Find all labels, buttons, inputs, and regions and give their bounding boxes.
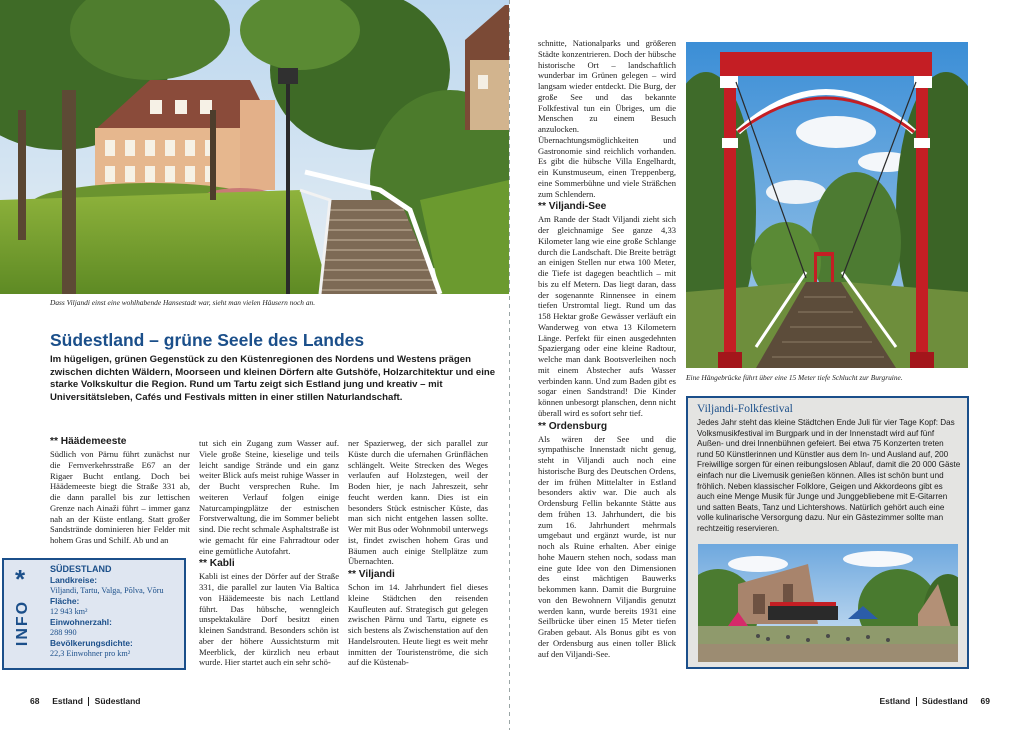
left-footer bbox=[30, 696, 140, 706]
page-number-left: 68 bbox=[30, 696, 40, 706]
info-region: SÜDESTLAND bbox=[50, 564, 112, 574]
heading-viljandi: ** Viljandi bbox=[348, 569, 395, 580]
info-star-icon: * bbox=[15, 564, 26, 594]
heading-ordensburg: ** Ordensburg bbox=[538, 420, 608, 432]
castle-ruin-festival-photo bbox=[698, 544, 958, 662]
text-kabli: Kabli ist eines der Dörfer auf der Straße 331, die parallel zur lauten Via Baltica von Häädemeeste bis nach Lettland führt. Das hübsche, wenngleich unspektakuläre Dorf besitzt einen kleinen Sandstrand. Besonders schön ist aber der höhere Aussichtsturm mit Meerblick, der kürzlich neu erbaut wurde. Hier startet auch ein sehr schö- bbox=[199, 571, 339, 668]
text-viljandi-cont: schnitte, Nationalparks und größeren Städte konzentrieren. Doch der hübsche historische Ort – landschaftlich wunderbar im Grünen gelegen – wird langsam wieder entdeckt. Die Burg, der große See und das bekannte Folkfestival tun ein Übriges, um die Menschen zu einem Besuch anzulocken. Übernachtungsmöglichkeiten und Gastronomie sind reichlich vorhanden. Es gibt die hübsche Villa Engelhardt, ein Kunstmuseum, einen Treppenberg, eine Sommerbühne und viele Sträßchen zum Schlendern. bbox=[538, 38, 676, 199]
text-haademeeste: Südlich von Pärnu führt zunächst nur die Fernverkehrsstraße E67 an der Rigaer Bucht entlang. Doch bei Häädemeeste biegt die Straße 331 ab, die dann parallel bis zur lettischen Grenze nach Ainaži führt – immer ganz nah an der Küste entlang. Statt großer Sandstrände dominieren hier Felder mit hohem Gras und Schilf. Ab und an bbox=[50, 449, 190, 545]
info-field-label: Landkreise: bbox=[50, 575, 98, 585]
column-3 bbox=[348, 438, 488, 668]
house-photo-caption: Dass Viljandi einst eine wohlhabende Hansestadt war, sieht man vielen Häusern noch an. bbox=[50, 298, 316, 307]
folkfestival-title: Viljandi-Folkfestival bbox=[697, 403, 793, 415]
footer-region-left: Südestland bbox=[94, 696, 141, 706]
info-field-label: Fläche: bbox=[50, 596, 80, 606]
column-4 bbox=[538, 38, 676, 659]
folkfestival-box bbox=[686, 396, 969, 669]
footer-country-right: Estland bbox=[879, 696, 911, 706]
info-box bbox=[2, 558, 186, 670]
heading-kabli: ** Kabli bbox=[199, 558, 235, 570]
info-field-value: Viljandi, Tartu, Valga, Põlva, Võru bbox=[50, 585, 164, 595]
info-field-label: Einwohnerzahl: bbox=[50, 617, 112, 627]
page-fold bbox=[509, 0, 510, 730]
text-haademeeste-cont: tut sich ein Zugang zum Wasser auf. Viele große Steine, kieselige und teils leicht sandige Strände und ein ganz weiter Blick aufs meist ruhige Wasser in der Bucht versprechen Ruhe. Im weiteren Verlauf folgen einige Naturcampingplätze der estnischen Forstverwaltung, die im Sommer beliebt sind. Die recht schmale Asphaltstraße ist wie gemacht für eine Fahrradtour oder eine gemütliche Autofahrt. bbox=[199, 438, 339, 556]
right-footer bbox=[880, 696, 990, 706]
column-2 bbox=[199, 438, 339, 668]
text-viljandi-see: Am Rande der Stadt Viljandi zieht sich der gleichnamige See ganze 4,33 Kilometer lang wie eine große Schlange durch die Landschaft. Die Breite beträgt an einigen Stellen nur etwa 100 Meter, die Tiefe ist dagegen beachtlich – mit bis zu elf Metern. Das liegt daran, dass der sogenannte Rinnensee in einem tiefen Urstromtal liegt. Rund um das 158 Hektar große Gewässer verläuft ein Wanderweg von etwa 13 Kilometern Länge. Perfekt für einen ausgedehnten Spaziergang oder eine kleine Radtour, welche man dank Bootsverleihen noch mit einem Abstecher aufs Wasser verbinden kann. Und zum Baden gibt es sogar einen Sandstrand! Die Kinder können unbesorgt planschen, denn nicht überall wird es sofort sehr tief. bbox=[538, 214, 676, 418]
info-field-value: 22,3 Einwohner pro km² bbox=[50, 648, 131, 658]
info-tab bbox=[4, 560, 44, 668]
heading-haademeeste: ** Häädemeeste bbox=[50, 436, 127, 447]
bridge-photo-caption: Eine Hängebrücke führt über eine 15 Meter tiefe Schlucht zur Burgruine. bbox=[686, 373, 903, 382]
info-label: INFO bbox=[14, 599, 31, 647]
column-1 bbox=[50, 434, 190, 546]
text-ordensburg: Als wären der See und die sympathische Innenstadt nicht genug, steht in Viljandi auch noch eine historische Burg des Deutschen Ordens, der im frühen Mittelalter in Estland besonders aktiv war. Die auch als Ordensburg Fellin bekannte Stätte aus dem frühen 13. Jahrhundert, die bis zum 16. Jahrhundert mehrmals umgebaut und ergänzt wurde, ist nur noch als Ruine erhalten. Aber einige hohe Mauern stehen noch, sodass man eine gute Idee von den Dimensionen des einst mächtigen Bauwerks bekommen kann. Damit die Burgruine von den Bewohnern Viljandis genutzt werden kann, wurde bereits 1931 eine Seilbrücke über einen 15 Meter tiefen Graben gebaut. Als Bonus gibt es von der Ordensburg aus einen toller Blick auf den Viljandi-See. bbox=[538, 433, 676, 659]
footer-region-right: Südestland bbox=[921, 696, 968, 706]
info-field-label: Bevölkerungsdichte: bbox=[50, 638, 133, 648]
text-viljandi: Schon im 14. Jahrhundert fiel dieses kleine Städtchen den reisenden Kaufleuten auf. Strategisch gut gelegen zwischen Pärnu und Tartu, eignete es sich bestens als Zwischenstation auf den Handelsrouten. Heute liegt es weit mehr inmitten der Touristenströme, die sich auf die Küstenab- bbox=[348, 582, 488, 668]
info-field-value: 288 990 bbox=[50, 627, 77, 637]
suspension-bridge-photo bbox=[686, 42, 968, 368]
footer-country-left: Estland bbox=[52, 696, 83, 706]
info-content bbox=[50, 564, 184, 659]
section-title: Südestland – grüne Seele des Landes bbox=[50, 330, 365, 350]
info-field-value: 12 943 km² bbox=[50, 606, 88, 616]
text-kabli-cont: ner Spazierweg, der sich parallel zur Küste durch die ufernahen Grünflächen schlängelt. Weite Strecken des Weges verlaufen auf Holzstegen, weil der Boden hier, je nach Jahreszeit, sehr feucht werden kann. Dies ist ein besonders Stück estnischer Küste, das man sich nicht entgehen lassen sollte. Wer mit Bus oder Wohnmobil unterwegs ist, findet zwischen hohem Gras und Bäumen auch einige Stellplätze zum Übernachten. bbox=[348, 438, 488, 567]
folkfestival-text: Jedes Jahr steht das kleine Städtchen Ende Juli für vier Tage Kopf: Das Volksmusikfestival im Burgpark und in der Innenstadt wird auf fünf Außen- und drei Innenbühnen gefeiert. Bei etwa 75 Konzerten treten rund 50 Künstlerinnen und Künstler aus dem In- und Ausland auf, 200 Freiwillige sorgen für einen reibungslosen Ablauf, damit die 20 000 Gäste einfach nur die Livemusik genießen können. Alles ist schön bunt und fröhlich. Neben klassischer Folklore, Geigen und Akkordeons gibt es auch eine Menge Musik für Junge und Junggebliebene mit E-Gitarren und satten Beats, Tanz und Lichtershows. Natürlich gehört auch eine volle kulinarische Versorgung dazu. Nur ein Gästezimmer sollte man rechtzeitig reservieren. bbox=[697, 418, 961, 533]
heading-viljandi-see: ** Viljandi-See bbox=[538, 201, 607, 213]
page-number-right: 69 bbox=[980, 696, 990, 706]
section-lead: Im hügeligen, grünen Gegenstück zu den Küstenregionen des Nordens und Westens prägen zwischen dichten Wäldern, Moorseen und kleinen Dörfern alte Gutshöfe, Holzarchitektur und eine starke Volkskultur die Region. Rund um Tartu zeigt sich Estland jung und kreativ – mit Universitätsleben, Cafés und Festivals mitten in einer stillen Naturlandschaft. bbox=[50, 354, 496, 403]
viljandi-house-photo bbox=[0, 0, 509, 294]
